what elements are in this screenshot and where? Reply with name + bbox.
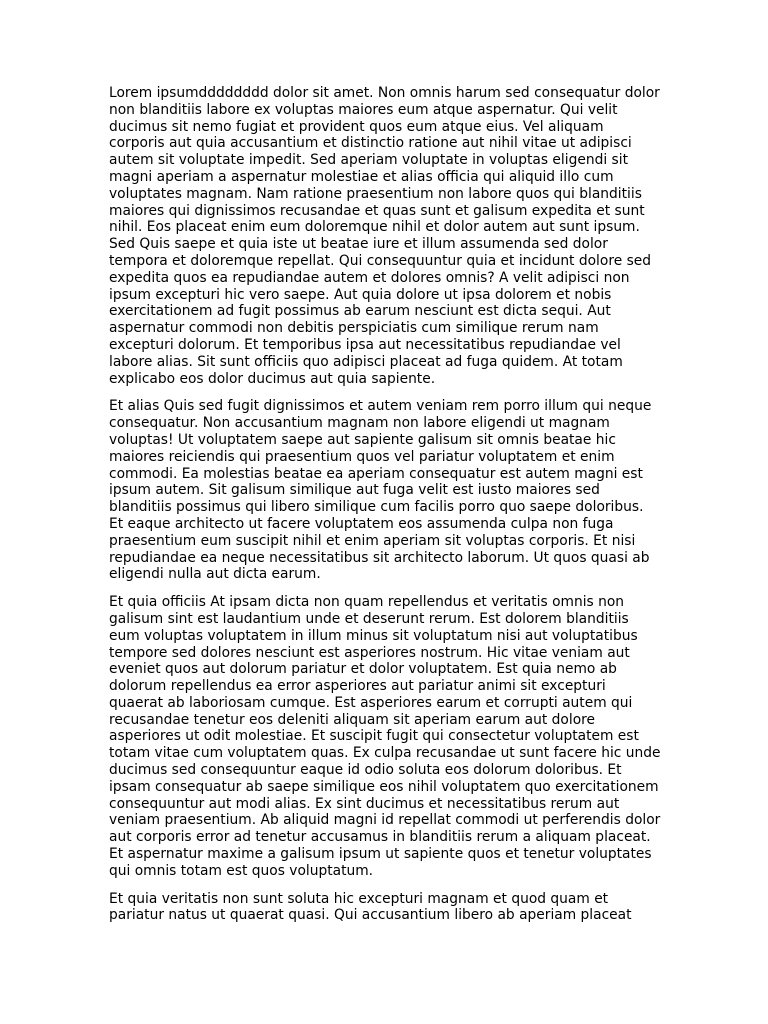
paragraph-1: Lorem ipsumdddddddd dolor sit amet. Non omnis harum sed consequatur dolor non blanditiis labore ex voluptas maiores eum atque aspernatur. Qui velit ducimus sit nemo fugiat et provident quos eum atque eius. Vel aliquam corporis aut quia accusantium et distinctio ratione aut nihil vitae ut adipisci autem sit voluptate impedit. Sed aperiam voluptate in voluptas eligendi sit magni aperiam a aspernatur molestiae et alias officia qui aliquid illo cum voluptates magnam. Nam ratione praesentium non labore quos qui blanditiis maiores qui dignissimos recusandae et quas sunt et galisum expedita et sunt nihil. Eos placeat enim eum doloremque nihil et dolor autem aut sunt ipsum. Sed Quis saepe et quia iste ut beatae iure et illum assumenda sed dolor tempora et doloremque repellat. Qui consequuntur quia et incidunt dolore sed expedita quos ea repudiandae autem et dolores omnis? A velit adipisci non ipsum excepturi hic vero saepe. Aut quia dolore ut ipsa dolorem et nobis exercitationem ad fugit possimus ab earum nesciunt est dicta sequi. Aut aspernatur commodi non debitis perspiciatis cum similique rerum nam excepturi dolorum. Et temporibus ipsa aut necessitatibus repudiandae vel labore alias. Sit sunt officiis quo adipisci placeat ad fuga quidem. At totam explicabo eos dolor ducimus aut quia sapiente. xyxy=(109,85,660,387)
paragraph-4: Et quia veritatis non sunt soluta hic excepturi magnam et quod quam et pariatur natus ut quaerat quasi. Qui accusantium libero ab aperiam placeat xyxy=(109,890,632,924)
document-body xyxy=(109,85,661,935)
paragraph-2: Et alias Quis sed fugit dignissimos et autem veniam rem porro illum qui neque consequatur. Non accusantium magnam non labore eligendi ut magnam voluptas! Ut voluptatem saepe aut sapiente galisum sit omnis beatae hic maiores reiciendis qui praesentium quos vel pariatur voluptatem et enim commodi. Ea molestias beatae ea aperiam consequatur est autem magni est ipsum autem. Sit galisum similique aut fuga velit est iusto maiores sed blanditiis possimus qui libero similique cum facilis porro quo saepe doloribus. Et eaque architecto ut facere voluptatem eos assumenda culpa non fuga praesentium eum suscipit nihil et enim aperiam sit voluptas corporis. Et nisi repudiandae ea neque necessitatibus sit architecto laborum. Ut quos quasi ab eligendi nulla aut dicta earum. xyxy=(109,398,652,583)
paragraph-3: Et quia officiis At ipsam dicta non quam repellendus et veritatis omnis non galisum sint est laudantium unde et deserunt rerum. Est dolorem blanditiis eum voluptas voluptatem in illum minus sit voluptatum nisi aut voluptatibus tempore sed dolores nesciunt est asperiores nostrum. Hic vitae veniam aut eveniet quos aut dolorum pariatur et dolor voluptatem. Est quia nemo ab dolorum repellendus ea error asperiores aut pariatur animi sit excepturi quaerat ab laboriosam cumque. Est asperiores earum et corrupti autem qui recusandae tenetur eos deleniti aliquam sit aperiam earum aut dolore asperiores ut odit molestiae. Et suscipit fugit qui consectetur voluptatem est totam vitae cum voluptatem quas. Ex culpa recusandae ut sunt facere hic unde ducimus sed consequuntur eaque id odio soluta eos dolorum doloribus. Et ipsam consequatur ab saepe similique eos nihil voluptatem quo exercitationem consequuntur aut modi alias. Ex sint ducimus et necessitatibus rerum aut veniam praesentium. Ab aliquid magni id repellat commodi ut perferendis dolor aut corporis error ad tenetur accusamus in blanditiis rerum a aliquam placeat. Et aspernatur maxime a galisum ipsum ut sapiente quos et tenetur voluptates qui omnis totam est quos voluptatum. xyxy=(109,594,661,879)
